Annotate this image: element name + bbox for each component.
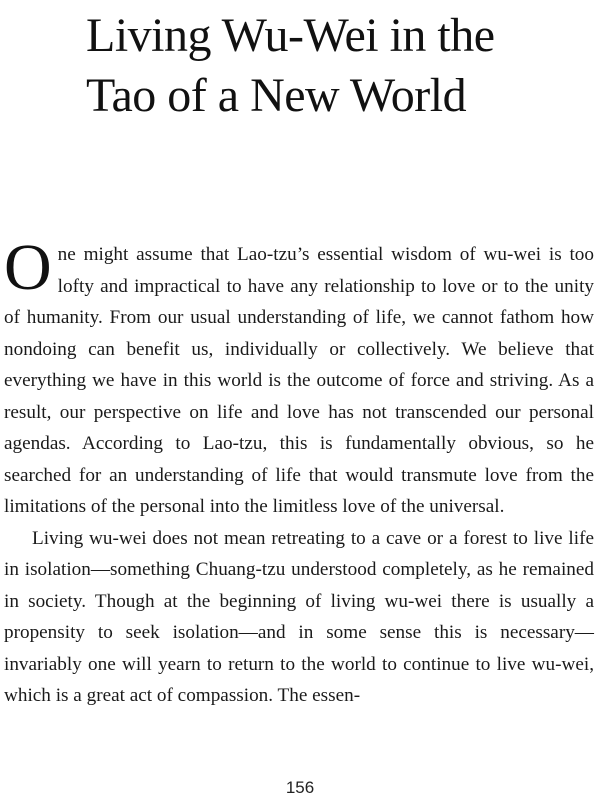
drop-cap: O <box>4 231 52 304</box>
chapter-title <box>86 6 586 126</box>
chapter-title-line-1: Living Wu-Wei in the <box>86 9 495 62</box>
paragraph-1-text: ne might assume that Lao-tzu’s essential wisdom of wu-wei is too lofty and impractical to have any relationship to love or to the unity of humanity. From our usual understanding of life, we cannot fathom how nondoing can benefit us, individually or collectively. We believe that everything we have in this world is the outcome of force and striving. As a result, our perspective on life and love has not transcended our personal agendas. According to Lao-tzu, this is fundamentally obvious, so he searched for an understanding of life that would transmute love from the limitations of the personal into the limitless love of the universal. <box>4 244 594 517</box>
chapter-title-line-2: Tao of a New World <box>86 69 467 122</box>
body-text <box>4 231 594 712</box>
paragraph-2: Living wu-wei does not mean retreating to a cave or a forest to live life in isolation—something Chuang-tzu understood completely, as he remained in society. Though at the beginning of living wu-wei there is usually a propensity to seek isolation—and in some sense this is necessary—invariably one will yearn to return to the world to continue to live wu-wei, which is a great act of compassion. The essen- <box>4 527 594 706</box>
paragraph-1 <box>4 231 594 523</box>
page-number: 156 <box>285 778 315 797</box>
